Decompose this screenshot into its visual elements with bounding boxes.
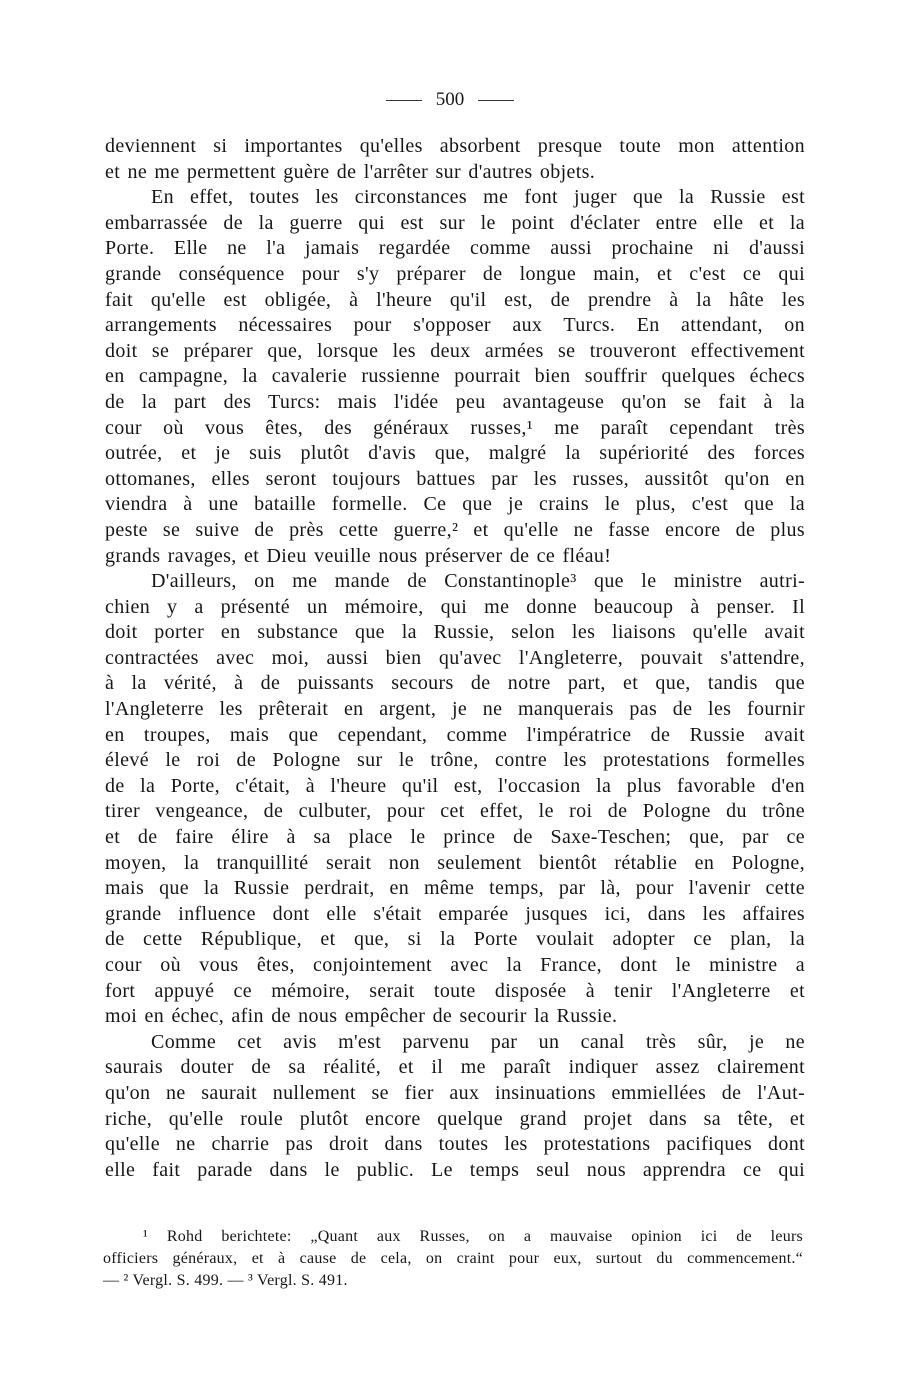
body-line: chien y a présenté un mémoire, qui me donne beaucoup à penser. Il: [105, 595, 805, 618]
body-line: riche, qu'elle roule plutôt encore quelque grand projet dans sa tête, et: [105, 1107, 805, 1130]
paragraph-start-line: D'ailleurs, on me mande de Constantinople³ que le ministre autri-: [151, 570, 805, 593]
body-line: outrée, et je suis plutôt d'avis que, malgré la supériorité des forces: [105, 442, 805, 465]
body-line: peste se suive de près cette guerre,² et qu'elle ne fasse encore de plus: [105, 518, 805, 541]
body-line: doit porter en substance que la Russie, selon les liaisons qu'elle avait: [105, 621, 805, 644]
footnote-line: officiers généraux, et à cause de cela, on craint pour eux, surtout du commencement.“: [103, 1250, 803, 1267]
body-line: cour où vous êtes, des généraux russes,¹ me paraît cependant très: [105, 416, 805, 439]
body-line: et ne me permettent guère de l'arrêter sur d'autres objets.: [105, 160, 596, 183]
body-line: moi en échec, afin de nous empêcher de secourir la Russie.: [105, 1005, 618, 1028]
body-line: élevé le roi de Pologne sur le trône, contre les protestations formelles: [105, 749, 805, 772]
body-line: fait qu'elle est obligée, à l'heure qu'il est, de prendre à la hâte les: [105, 288, 805, 311]
body-line: grande conséquence pour s'y préparer de longue main, et c'est ce qui: [105, 262, 805, 285]
body-line: viendra à une bataille formelle. Ce que je crains le plus, c'est que la: [105, 493, 805, 516]
footnote-line: — ² Vergl. S. 499. — ³ Vergl. S. 491.: [103, 1272, 348, 1289]
body-text: [105, 134, 805, 1183]
body-line: saurais douter de sa réalité, et il me paraît indiquer assez clairement: [105, 1056, 805, 1079]
body-line: tirer vengeance, de culbuter, pour cet effet, le roi de Pologne du trône: [105, 800, 805, 823]
paragraph-start-line: Comme cet avis m'est parvenu par un canal très sûr, je ne: [151, 1030, 805, 1053]
body-line: contractées avec moi, aussi bien qu'avec l'Angleterre, pouvait s'attendre,: [105, 646, 805, 669]
body-line: et de faire élire à sa place le prince de Saxe-Teschen; que, par ce: [105, 826, 805, 849]
footnotes: [103, 1226, 803, 1292]
body-line: de cette République, et que, si la Porte voulait adopter ce plan, la: [105, 928, 805, 951]
body-line: fort appuyé ce mémoire, serait toute disposée à tenir l'Angleterre et: [105, 979, 805, 1002]
body-line: grande influence dont elle s'était emparée jusques ici, dans les affaires: [105, 902, 805, 925]
body-line: cour où vous êtes, conjointement avec la France, dont le ministre a: [105, 954, 805, 976]
body-line: l'Angleterre les prêterait en argent, je ne manquerais pas de les fournir: [105, 698, 805, 721]
body-line: mais que la Russie perdrait, en même temps, par là, pour l'avenir cette: [105, 877, 805, 900]
body-line: embarrassée de la guerre qui est sur le point d'éclater entre elle et la: [105, 211, 805, 234]
body-line: Porte. Elle ne l'a jamais regardée comme aussi prochaine ni d'aussi: [105, 237, 805, 260]
page-header: [0, 88, 900, 112]
body-line: qu'on ne saurait nullement se fier aux insinuations emmiellées de l'Aut-: [105, 1081, 805, 1104]
body-line: en troupes, mais que cependant, comme l'impératrice de Russie avait: [105, 723, 805, 746]
body-line: doit se préparer que, lorsque les deux armées se trouveront effectivement: [105, 339, 805, 362]
body-line: en campagne, la cavalerie russienne pourrait bien souffrir quelques échecs: [105, 365, 805, 388]
body-line: de la part des Turcs: mais l'idée peu avantageuse qu'on se fait à la: [105, 390, 805, 413]
body-line: de la Porte, c'était, à l'heure qu'il est, l'occasion la plus favorable d'en: [105, 774, 805, 797]
paragraph-start-line: En effet, toutes les circonstances me font juger que la Russie est: [151, 186, 805, 209]
body-line: deviennent si importantes qu'elles absorbent presque toute mon attention: [105, 135, 805, 157]
footnote-line: ¹ Rohd berichtete: „Quant aux Russes, on a mauvaise opinion ici de leurs: [143, 1228, 803, 1245]
body-line: moyen, la tranquillité serait non seulement bientôt rétablie en Pologne,: [105, 851, 805, 874]
body-line: arrangements nécessaires pour s'opposer aux Turcs. En attendant, on: [105, 314, 805, 337]
body-line: grands ravages, et Dieu veuille nous préserver de ce fléau!: [105, 544, 612, 567]
page-number: 500: [435, 89, 465, 110]
body-line: qu'elle ne charrie pas droit dans toutes les protestations pacifiques dont: [105, 1133, 805, 1156]
body-line: elle fait parade dans le public. Le temps seul nous apprendra ce qui: [105, 1158, 805, 1181]
header-dash-left: [386, 100, 422, 101]
body-line: ottomanes, elles seront toujours battues par les russes, aussitôt qu'on en: [105, 467, 805, 490]
body-line: à la vérité, à de puissants secours de notre part, et que, tandis que: [105, 672, 805, 695]
header-dash-right: [478, 100, 514, 101]
